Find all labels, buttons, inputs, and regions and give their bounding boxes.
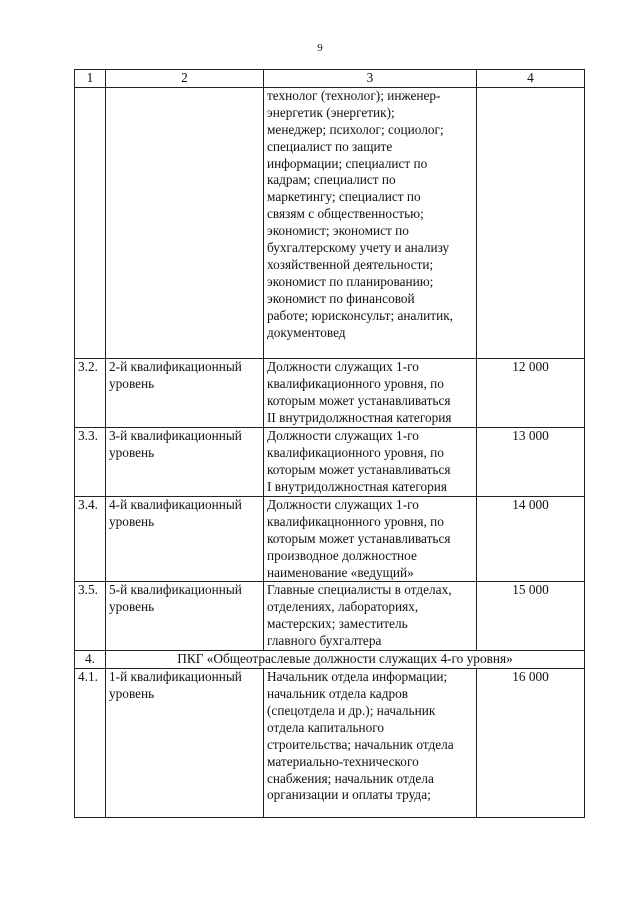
header-cell-1: 1: [75, 70, 106, 88]
description-line: производное должностное: [267, 547, 417, 563]
description-line: организации и оплаты труда;: [267, 787, 431, 803]
description-line: которым может устанавливаться: [267, 461, 451, 477]
description-line: строительства; начальник отдела: [267, 736, 454, 752]
row-number: 3.4.: [75, 496, 106, 582]
row-number: [75, 87, 106, 358]
page-number: 9: [317, 42, 323, 54]
header-cell-3: 3: [264, 70, 477, 88]
description-line: специалист по защите: [267, 138, 393, 154]
level-line: уровень: [109, 599, 155, 615]
description-line: связям с общественностью;: [267, 206, 424, 222]
level-line: уровень: [109, 685, 155, 701]
positions-description: [264, 582, 477, 651]
salary-amount: 15 000: [477, 582, 585, 651]
description-line: (спецотдела и др.); начальник: [267, 702, 436, 718]
row-number: 3.2.: [75, 358, 106, 427]
row-number: 4.: [75, 651, 106, 669]
row-number: 3.3.: [75, 427, 106, 496]
qualification-level: [106, 496, 264, 582]
description-line: II внутридолжностная категория: [267, 409, 452, 425]
table-header-row: [75, 70, 585, 88]
description-line: информации; специалист по: [267, 155, 428, 171]
description-line: бухгалтерскому учету и анализу: [267, 240, 450, 256]
description-line: Должности служащих 1-го: [267, 496, 419, 512]
group-title: ПКГ «Общеотраслевые должности служащих 4-го уровня»: [106, 651, 585, 669]
qualification-level: [106, 358, 264, 427]
description-line: снабжения; начальник отдела: [267, 770, 434, 786]
description-line: экономист по финансовой: [267, 290, 415, 306]
qualification-level: [106, 669, 264, 818]
description-line: квалификационного уровня, по: [267, 375, 444, 391]
salary-amount: 14 000: [477, 496, 585, 582]
table-row-3-5: [75, 582, 585, 651]
salary-amount: 12 000: [477, 358, 585, 427]
level-line: 2-й квалификационный: [109, 358, 242, 374]
qualification-level: [106, 427, 264, 496]
header-cell-4: 4: [477, 70, 585, 88]
table-row-group-4: [75, 651, 585, 669]
description-line: Начальник отдела информации;: [267, 669, 448, 685]
description-line: отдела капитального: [267, 719, 385, 735]
description-line: которым может устанавливаться: [267, 392, 451, 408]
description-line: энергетик (энергетик);: [267, 104, 395, 120]
table-row-4-1: [75, 669, 585, 818]
description-line: квалификацнонного уровня, по: [267, 513, 444, 529]
salary-table: [74, 69, 585, 818]
description-line: менеджер; психолог; социолог;: [267, 121, 444, 137]
table-row-continuation: [75, 87, 585, 358]
description-line: технолог (технолог); инженер-: [267, 87, 441, 103]
description-line: квалификационного уровня, по: [267, 444, 444, 460]
salary-amount: 16 000: [477, 669, 585, 818]
row-number: 3.5.: [75, 582, 106, 651]
header-cell-2: 2: [106, 70, 264, 88]
description-line: наименование «ведущий»: [267, 564, 414, 580]
table-row-3-4: [75, 496, 585, 582]
qualification-level: [106, 87, 264, 358]
table-row-3-2: [75, 358, 585, 427]
description-line: работе; юрисконсульт; аналитик,: [267, 307, 453, 323]
positions-description: [264, 427, 477, 496]
level-line: 3-й квалификационный: [109, 427, 242, 443]
description-line: I внутридолжностная категория: [267, 478, 448, 494]
description-line: мастерских; заместитель: [267, 616, 408, 632]
description-line: хозяйственной деятельности;: [267, 256, 434, 272]
description-line: начальник отдела кадров: [267, 685, 409, 701]
positions-description: [264, 669, 477, 818]
level-line: уровень: [109, 513, 155, 529]
description-line: экономист; экономист по: [267, 223, 409, 239]
level-line: 5-й квалификационный: [109, 582, 242, 598]
description-line: документовед: [267, 324, 346, 340]
salary-amount: 13 000: [477, 427, 585, 496]
description-line: Главные специалисты в отделах,: [267, 582, 452, 598]
level-line: 4-й квалификационный: [109, 496, 242, 512]
description-line: которым может устанавливаться: [267, 530, 451, 546]
row-number: 4.1.: [75, 669, 106, 818]
description-line: экономист по планированию;: [267, 273, 434, 289]
qualification-level: [106, 582, 264, 651]
level-line: уровень: [109, 444, 155, 460]
level-line: 1-й квалификационный: [109, 669, 242, 685]
positions-description: [264, 496, 477, 582]
description-line: отделениях, лабораториях,: [267, 599, 419, 615]
description-line: маркетингу; специалист по: [267, 189, 421, 205]
description-line: главного бухгалтера: [267, 633, 382, 649]
level-line: уровень: [109, 375, 155, 391]
description-line: кадрам; специалист по: [267, 172, 396, 188]
positions-description: [264, 358, 477, 427]
salary-amount: [477, 87, 585, 358]
description-line: Должности служащих 1-го: [267, 427, 419, 443]
table-row-3-3: [75, 427, 585, 496]
description-line: Должности служащих 1-го: [267, 358, 419, 374]
description-line: материально-технического: [267, 753, 419, 769]
positions-description: [264, 87, 477, 358]
